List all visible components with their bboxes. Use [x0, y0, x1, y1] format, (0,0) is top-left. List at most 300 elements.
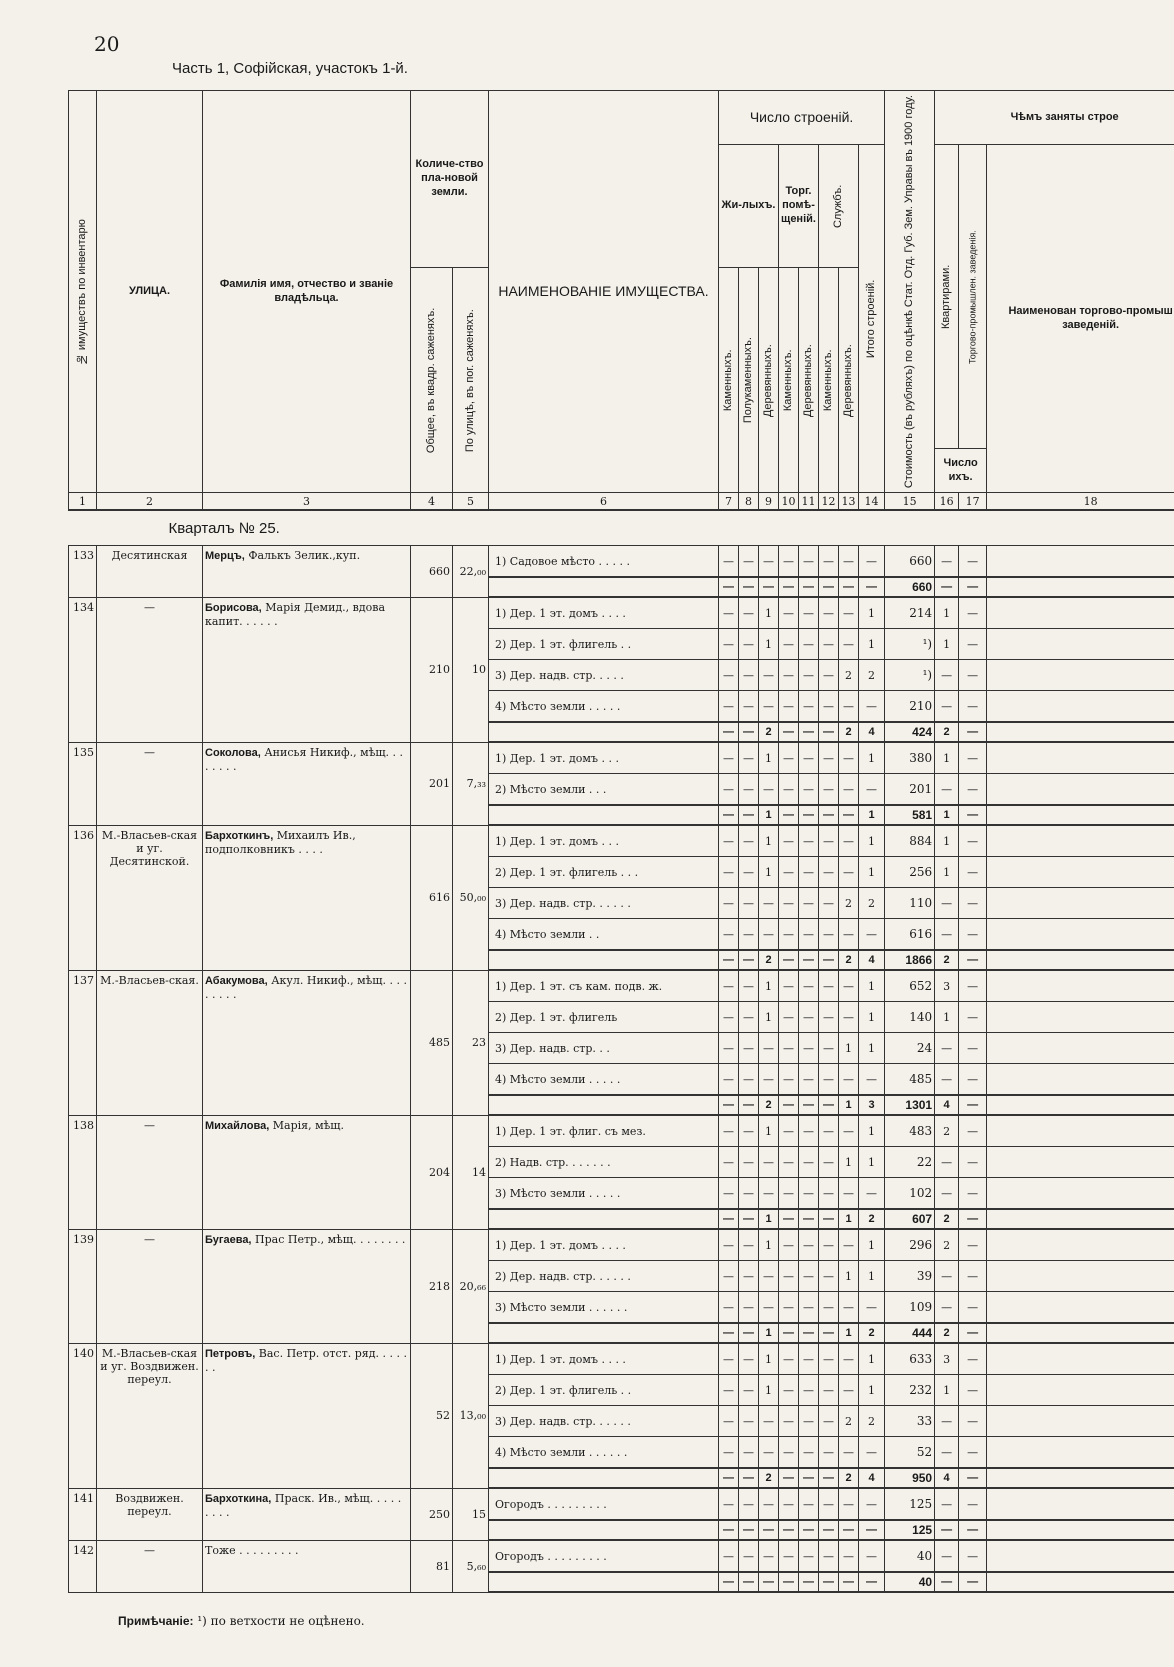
owner-cell — [203, 1540, 411, 1592]
owner-details: Прас Петр., мѣщ. . . . . . . . — [255, 1232, 406, 1246]
building-count-cell: — — [759, 1540, 779, 1572]
footnote — [118, 1614, 365, 1628]
property-row — [69, 597, 1174, 629]
building-count-cell: — — [739, 546, 759, 578]
trade-name-cell — [987, 1115, 1174, 1147]
value-cell: 232 — [885, 1375, 935, 1406]
property-name: Огородъ . . . . . . . . . — [489, 1488, 719, 1520]
building-count-cell: — — [779, 1540, 799, 1572]
trade-name-cell — [987, 1064, 1174, 1096]
trade-count-cell: — — [959, 1375, 987, 1406]
building-count-cell: — — [839, 970, 859, 1002]
value-cell: 616 — [885, 919, 935, 951]
building-count-cell: — — [839, 857, 859, 888]
column-number: 10 — [779, 493, 799, 511]
building-count-cell: — — [759, 888, 779, 919]
building-count-cell: — — [739, 1209, 759, 1229]
building-count-cell: — — [779, 1178, 799, 1210]
trade-name-cell — [987, 742, 1174, 774]
property-name: 2) Дер. надв. стр. . . . . . — [489, 1261, 719, 1292]
building-count-cell: — — [739, 742, 759, 774]
building-count-cell: — — [719, 1064, 739, 1096]
building-count-cell: — — [719, 629, 739, 660]
building-count-cell: — — [719, 1229, 739, 1261]
trade-count-cell: — — [959, 774, 987, 806]
building-count-cell: 1 — [839, 1147, 859, 1178]
building-count-cell: 2 — [859, 1323, 885, 1343]
building-count-cell: 4 — [859, 950, 885, 970]
apartments-count-cell: 3 — [935, 1343, 959, 1375]
street-name: Воздвижен. переул. — [97, 1488, 203, 1540]
trade-name-cell — [987, 691, 1174, 723]
building-count-cell: — — [819, 1178, 839, 1210]
building-count-cell: — — [859, 1488, 885, 1520]
building-count-cell: — — [739, 1488, 759, 1520]
building-count-cell: — — [779, 691, 799, 723]
building-count-cell: 1 — [759, 1323, 779, 1343]
building-count-cell: — — [739, 1323, 759, 1343]
building-count-cell: — — [719, 1488, 739, 1520]
value-cell: 633 — [885, 1343, 935, 1375]
building-count-cell: — — [859, 1292, 885, 1324]
building-count-cell: — — [719, 1540, 739, 1572]
building-count-cell: — — [779, 1520, 799, 1540]
building-count-cell: 1 — [839, 1261, 859, 1292]
building-count-cell: — — [719, 1147, 739, 1178]
trade-count-cell: — — [959, 1323, 987, 1343]
building-count-cell: — — [719, 857, 739, 888]
building-count-cell: — — [819, 742, 839, 774]
street-name: М.-Власьев-ская и уг. Десятинской. — [97, 825, 203, 970]
street-name: Десятинская — [97, 546, 203, 598]
building-count-cell: 1 — [859, 1343, 885, 1375]
building-count-cell: — — [859, 691, 885, 723]
building-count-cell: — — [819, 1064, 839, 1096]
owner-cell — [203, 1343, 411, 1488]
building-count-cell: — — [799, 1520, 819, 1540]
column-number: 11 — [799, 493, 819, 511]
owner-cell — [203, 825, 411, 970]
building-count-cell: — — [759, 1064, 779, 1096]
building-count-cell: — — [819, 774, 839, 806]
trade-count-cell: — — [959, 1064, 987, 1096]
property-name: 1) Дер. 1 эт. флиг. съ мез. — [489, 1115, 719, 1147]
trade-count-cell: — — [959, 1209, 987, 1229]
property-name: 4) Мѣсто земли . . . . . . — [489, 1437, 719, 1469]
building-count-cell: — — [799, 577, 819, 597]
value-cell: 39 — [885, 1261, 935, 1292]
building-count-cell: — — [819, 825, 839, 857]
inventory-number: 136 — [69, 825, 97, 970]
building-count-cell: 1 — [859, 825, 885, 857]
subtotal-label-cell — [489, 950, 719, 970]
footnote-label: Примѣчанiе: — [118, 1614, 194, 1628]
inventory-number: 135 — [69, 742, 97, 825]
subtotal-label-cell — [489, 1209, 719, 1229]
property-name: 2) Надв. стр. . . . . . . — [489, 1147, 719, 1178]
building-count-cell: — — [779, 1292, 799, 1324]
header-property: НАИМЕНОВАНIЕ ИМУЩЕСТВА. — [489, 91, 719, 493]
building-count-cell: — — [799, 629, 819, 660]
inventory-number: 134 — [69, 597, 97, 742]
land-total: 204 — [411, 1115, 453, 1229]
trade-count-cell: — — [959, 1520, 987, 1540]
trade-count-cell: — — [959, 546, 987, 578]
building-count-cell: — — [779, 1375, 799, 1406]
apartments-count-cell: 4 — [935, 1468, 959, 1488]
building-count-cell: — — [819, 577, 839, 597]
value-cell: 444 — [885, 1323, 935, 1343]
building-count-cell: — — [739, 1406, 759, 1437]
building-count-cell: — — [719, 1520, 739, 1540]
apartments-count-cell: 2 — [935, 1209, 959, 1229]
building-count-cell: — — [719, 1437, 739, 1469]
inventory-number: 141 — [69, 1488, 97, 1540]
column-number: 13 — [839, 493, 859, 511]
header-occupied: Чѣмъ заняты строе — [935, 91, 1174, 145]
apartments-count-cell: 1 — [935, 742, 959, 774]
apartments-count-cell: — — [935, 1033, 959, 1064]
trade-name-cell — [987, 1343, 1174, 1375]
owner-cell — [203, 1229, 411, 1343]
land-total: 81 — [411, 1540, 453, 1592]
value-cell: 125 — [885, 1488, 935, 1520]
quarter-row — [69, 510, 1174, 546]
column-number: 1 — [69, 493, 97, 511]
trade-count-cell: — — [959, 1406, 987, 1437]
header-trade-wooden: Деревянныхъ. — [799, 268, 819, 493]
header-total-buildings: Итого строенiй. — [859, 145, 885, 493]
building-count-cell: — — [779, 1572, 799, 1592]
building-count-cell: 1 — [759, 1229, 779, 1261]
building-count-cell: — — [799, 888, 819, 919]
inventory-number: 142 — [69, 1540, 97, 1592]
building-count-cell: — — [819, 1115, 839, 1147]
building-count-cell: — — [759, 1520, 779, 1540]
property-name: 1) Дер. 1 эт. домъ . . . . — [489, 1343, 719, 1375]
owner-details: Анисья Никиф., мѣщ. . . . . . . . — [205, 745, 404, 773]
value-cell: 110 — [885, 888, 935, 919]
land-total: 201 — [411, 742, 453, 825]
building-count-cell: — — [799, 597, 819, 629]
value-cell: 214 — [885, 597, 935, 629]
column-number: 7 — [719, 493, 739, 511]
building-count-cell: — — [719, 1468, 739, 1488]
building-count-cell: — — [819, 888, 839, 919]
building-count-cell: — — [819, 1261, 839, 1292]
quarter-heading: Кварталъ № 25. — [69, 510, 1174, 546]
land-total: 660 — [411, 546, 453, 598]
building-count-cell: — — [719, 742, 739, 774]
building-count-cell: — — [859, 1064, 885, 1096]
property-row — [69, 1488, 1174, 1520]
value-cell: 483 — [885, 1115, 935, 1147]
building-count-cell: — — [779, 1261, 799, 1292]
building-count-cell: — — [799, 1229, 819, 1261]
land-total: 210 — [411, 597, 453, 742]
inventory-number: 140 — [69, 1343, 97, 1488]
building-count-cell: — — [739, 1540, 759, 1572]
building-count-cell: — — [819, 1033, 839, 1064]
building-count-cell: — — [819, 546, 839, 578]
building-count-cell: — — [839, 691, 859, 723]
building-count-cell: — — [819, 629, 839, 660]
building-count-cell: — — [719, 597, 739, 629]
street-name: — — [97, 742, 203, 825]
building-count-cell: — — [839, 1343, 859, 1375]
trade-name-cell — [987, 1209, 1174, 1229]
value-cell: 424 — [885, 722, 935, 742]
building-count-cell: — — [719, 888, 739, 919]
apartments-count-cell: — — [935, 1572, 959, 1592]
building-count-cell: — — [819, 691, 839, 723]
building-count-cell: — — [799, 1540, 819, 1572]
building-count-cell: — — [799, 805, 819, 825]
building-count-cell: — — [799, 546, 819, 578]
building-count-cell: 1 — [859, 742, 885, 774]
building-count-cell: 4 — [859, 722, 885, 742]
trade-name-cell — [987, 577, 1174, 597]
value-cell: 660 — [885, 546, 935, 578]
inventory-number: 139 — [69, 1229, 97, 1343]
building-count-cell: — — [719, 722, 739, 742]
building-count-cell: 2 — [839, 1468, 859, 1488]
building-count-cell: — — [859, 919, 885, 951]
building-count-cell: — — [779, 722, 799, 742]
building-count-cell: — — [839, 1002, 859, 1033]
apartments-count-cell: — — [935, 660, 959, 691]
value-cell: 256 — [885, 857, 935, 888]
building-count-cell: 2 — [839, 950, 859, 970]
apartments-count-cell: — — [935, 1406, 959, 1437]
table-body — [69, 510, 1174, 1592]
owner-surname: Борисова, — [205, 601, 262, 614]
column-number: 16 — [935, 493, 959, 511]
trade-count-cell: — — [959, 722, 987, 742]
trade-name-cell — [987, 1229, 1174, 1261]
footnote-text: ¹) по ветхости не оцѣнено. — [197, 1614, 365, 1628]
building-count-cell: — — [739, 1468, 759, 1488]
building-count-cell: — — [839, 825, 859, 857]
property-row — [69, 1343, 1174, 1375]
property-name: 1) Дер. 1 эт. домъ . . . . — [489, 1229, 719, 1261]
property-name: 1) Дер. 1 эт. съ кам. подв. ж. — [489, 970, 719, 1002]
owner-surname: Михайлова, — [205, 1119, 270, 1132]
apartments-count-cell: 2 — [935, 1229, 959, 1261]
building-count-cell: 1 — [859, 597, 885, 629]
property-row — [69, 825, 1174, 857]
page-number: 20 — [94, 32, 120, 56]
owner-cell — [203, 742, 411, 825]
building-count-cell: — — [719, 1261, 739, 1292]
building-count-cell: — — [739, 1437, 759, 1469]
value-cell: 210 — [885, 691, 935, 723]
building-count-cell: — — [779, 1002, 799, 1033]
building-count-cell: — — [739, 1115, 759, 1147]
header-trade-stone: Каменныхъ. — [779, 268, 799, 493]
value-cell: ¹) — [885, 660, 935, 691]
building-count-cell: — — [759, 546, 779, 578]
trade-count-cell: — — [959, 1147, 987, 1178]
building-count-cell: — — [779, 774, 799, 806]
building-count-cell: — — [739, 1095, 759, 1115]
value-cell: 581 — [885, 805, 935, 825]
trade-count-cell: — — [959, 950, 987, 970]
building-count-cell: — — [719, 1406, 739, 1437]
building-count-cell: — — [799, 1147, 819, 1178]
building-count-cell: — — [739, 691, 759, 723]
building-count-cell: — — [739, 1572, 759, 1592]
trade-count-cell: — — [959, 825, 987, 857]
building-count-cell: — — [779, 825, 799, 857]
subtotal-label-cell — [489, 1323, 719, 1343]
building-count-cell: — — [739, 825, 759, 857]
header-land-street: По улицѣ, въ пог. саженяхъ. — [453, 268, 489, 493]
trade-name-cell — [987, 825, 1174, 857]
building-count-cell: — — [819, 1520, 839, 1540]
trade-count-cell: — — [959, 1488, 987, 1520]
building-count-cell: — — [779, 660, 799, 691]
building-count-cell: — — [779, 1115, 799, 1147]
building-count-cell: — — [739, 1178, 759, 1210]
building-count-cell: — — [719, 1178, 739, 1210]
street-name: М.-Власьев-ская и уг. Воздвижен. переул. — [97, 1343, 203, 1488]
trade-name-cell — [987, 1261, 1174, 1292]
land-street: 10 — [453, 597, 489, 742]
building-count-cell: 1 — [759, 857, 779, 888]
apartments-count-cell: — — [935, 1520, 959, 1540]
street-name: — — [97, 1540, 203, 1592]
building-count-cell: — — [839, 1292, 859, 1324]
trade-name-cell — [987, 1323, 1174, 1343]
building-count-cell: — — [779, 597, 799, 629]
building-count-cell: — — [799, 1437, 819, 1469]
building-count-cell: — — [719, 919, 739, 951]
owner-cell — [203, 1488, 411, 1540]
header-count: Число ихъ. — [935, 449, 987, 493]
apartments-count-cell: 2 — [935, 1115, 959, 1147]
value-cell: 1866 — [885, 950, 935, 970]
building-count-cell: — — [779, 1147, 799, 1178]
building-count-cell: 1 — [759, 825, 779, 857]
building-count-cell: — — [839, 1064, 859, 1096]
building-count-cell: — — [759, 691, 779, 723]
building-count-cell: 2 — [839, 888, 859, 919]
apartments-count-cell: — — [935, 1147, 959, 1178]
property-row — [69, 546, 1174, 578]
header-living-stone: Каменныхъ. — [719, 268, 739, 493]
building-count-cell: — — [759, 919, 779, 951]
apartments-count-cell: — — [935, 1540, 959, 1572]
trade-count-cell: — — [959, 1292, 987, 1324]
building-count-cell: — — [799, 1292, 819, 1324]
value-cell: 485 — [885, 1064, 935, 1096]
subtotal-label-cell — [489, 805, 719, 825]
apartments-count-cell: — — [935, 577, 959, 597]
trade-name-cell — [987, 1147, 1174, 1178]
building-count-cell: — — [799, 1209, 819, 1229]
building-count-cell: — — [719, 970, 739, 1002]
building-count-cell: — — [759, 1178, 779, 1210]
property-name: 4) Мѣсто земли . . — [489, 919, 719, 951]
apartments-count-cell: — — [935, 1488, 959, 1520]
trade-name-cell — [987, 970, 1174, 1002]
value-cell: 109 — [885, 1292, 935, 1324]
land-total: 485 — [411, 970, 453, 1115]
building-count-cell: — — [799, 1323, 819, 1343]
subtotal-label-cell — [489, 577, 719, 597]
building-count-cell: — — [739, 722, 759, 742]
land-street: 14 — [453, 1115, 489, 1229]
building-count-cell: — — [799, 722, 819, 742]
trade-count-cell: — — [959, 1572, 987, 1592]
trade-name-cell — [987, 1540, 1174, 1572]
building-count-cell: 1 — [839, 1095, 859, 1115]
building-count-cell: — — [799, 1406, 819, 1437]
column-number: 18 — [987, 493, 1174, 511]
building-count-cell: 1 — [759, 1115, 779, 1147]
trade-name-cell — [987, 597, 1174, 629]
property-row — [69, 742, 1174, 774]
building-count-cell: — — [759, 577, 779, 597]
trade-count-cell: — — [959, 742, 987, 774]
building-count-cell: — — [719, 1002, 739, 1033]
building-count-cell: — — [839, 1437, 859, 1469]
apartments-count-cell: — — [935, 1437, 959, 1469]
building-count-cell: — — [739, 577, 759, 597]
property-name: 2) Дер. 1 эт. флигель . . — [489, 1375, 719, 1406]
column-number: 9 — [759, 493, 779, 511]
property-row — [69, 970, 1174, 1002]
apartments-count-cell: — — [935, 1292, 959, 1324]
building-count-cell: — — [819, 1375, 839, 1406]
inventory-number: 137 — [69, 970, 97, 1115]
property-name: 4) Мѣсто земли . . . . . — [489, 691, 719, 723]
value-cell: 607 — [885, 1209, 935, 1229]
value-cell: 652 — [885, 970, 935, 1002]
trade-count-cell: — — [959, 919, 987, 951]
value-cell: 33 — [885, 1406, 935, 1437]
building-count-cell: — — [839, 1375, 859, 1406]
building-count-cell: — — [799, 970, 819, 1002]
header-value: Стоимость (въ рубляхъ) по оцѣнкѣ Стат. Отд. Губ. Зем. Управы въ 1900 году. — [885, 91, 935, 493]
value-cell: 22 — [885, 1147, 935, 1178]
trade-count-cell: — — [959, 805, 987, 825]
trade-count-cell: — — [959, 1540, 987, 1572]
inventory-table-wrapper — [68, 90, 1174, 1593]
building-count-cell: — — [739, 1147, 759, 1178]
trade-name-cell — [987, 1178, 1174, 1210]
building-count-cell: — — [779, 577, 799, 597]
header-owner: Фамилiя имя, отчество и званiе владѣльца. — [203, 91, 411, 493]
building-count-cell: 2 — [859, 660, 885, 691]
building-count-cell: — — [779, 1095, 799, 1115]
building-count-cell: — — [819, 1468, 839, 1488]
owner-surname: Абакумова, — [205, 974, 268, 987]
property-name: 4) Мѣсто земли . . . . . — [489, 1064, 719, 1096]
property-row — [69, 1540, 1174, 1572]
property-name: 2) Дер. 1 эт. флигель . . — [489, 629, 719, 660]
column-number: 4 — [411, 493, 453, 511]
value-cell: 24 — [885, 1033, 935, 1064]
building-count-cell: 3 — [859, 1095, 885, 1115]
land-street: 15 — [453, 1488, 489, 1540]
building-count-cell: 1 — [759, 629, 779, 660]
trade-name-cell — [987, 1572, 1174, 1592]
value-cell: ¹) — [885, 629, 935, 660]
header-service-wooden: Деревянныхъ. — [839, 268, 859, 493]
building-count-cell: 1 — [859, 1033, 885, 1064]
